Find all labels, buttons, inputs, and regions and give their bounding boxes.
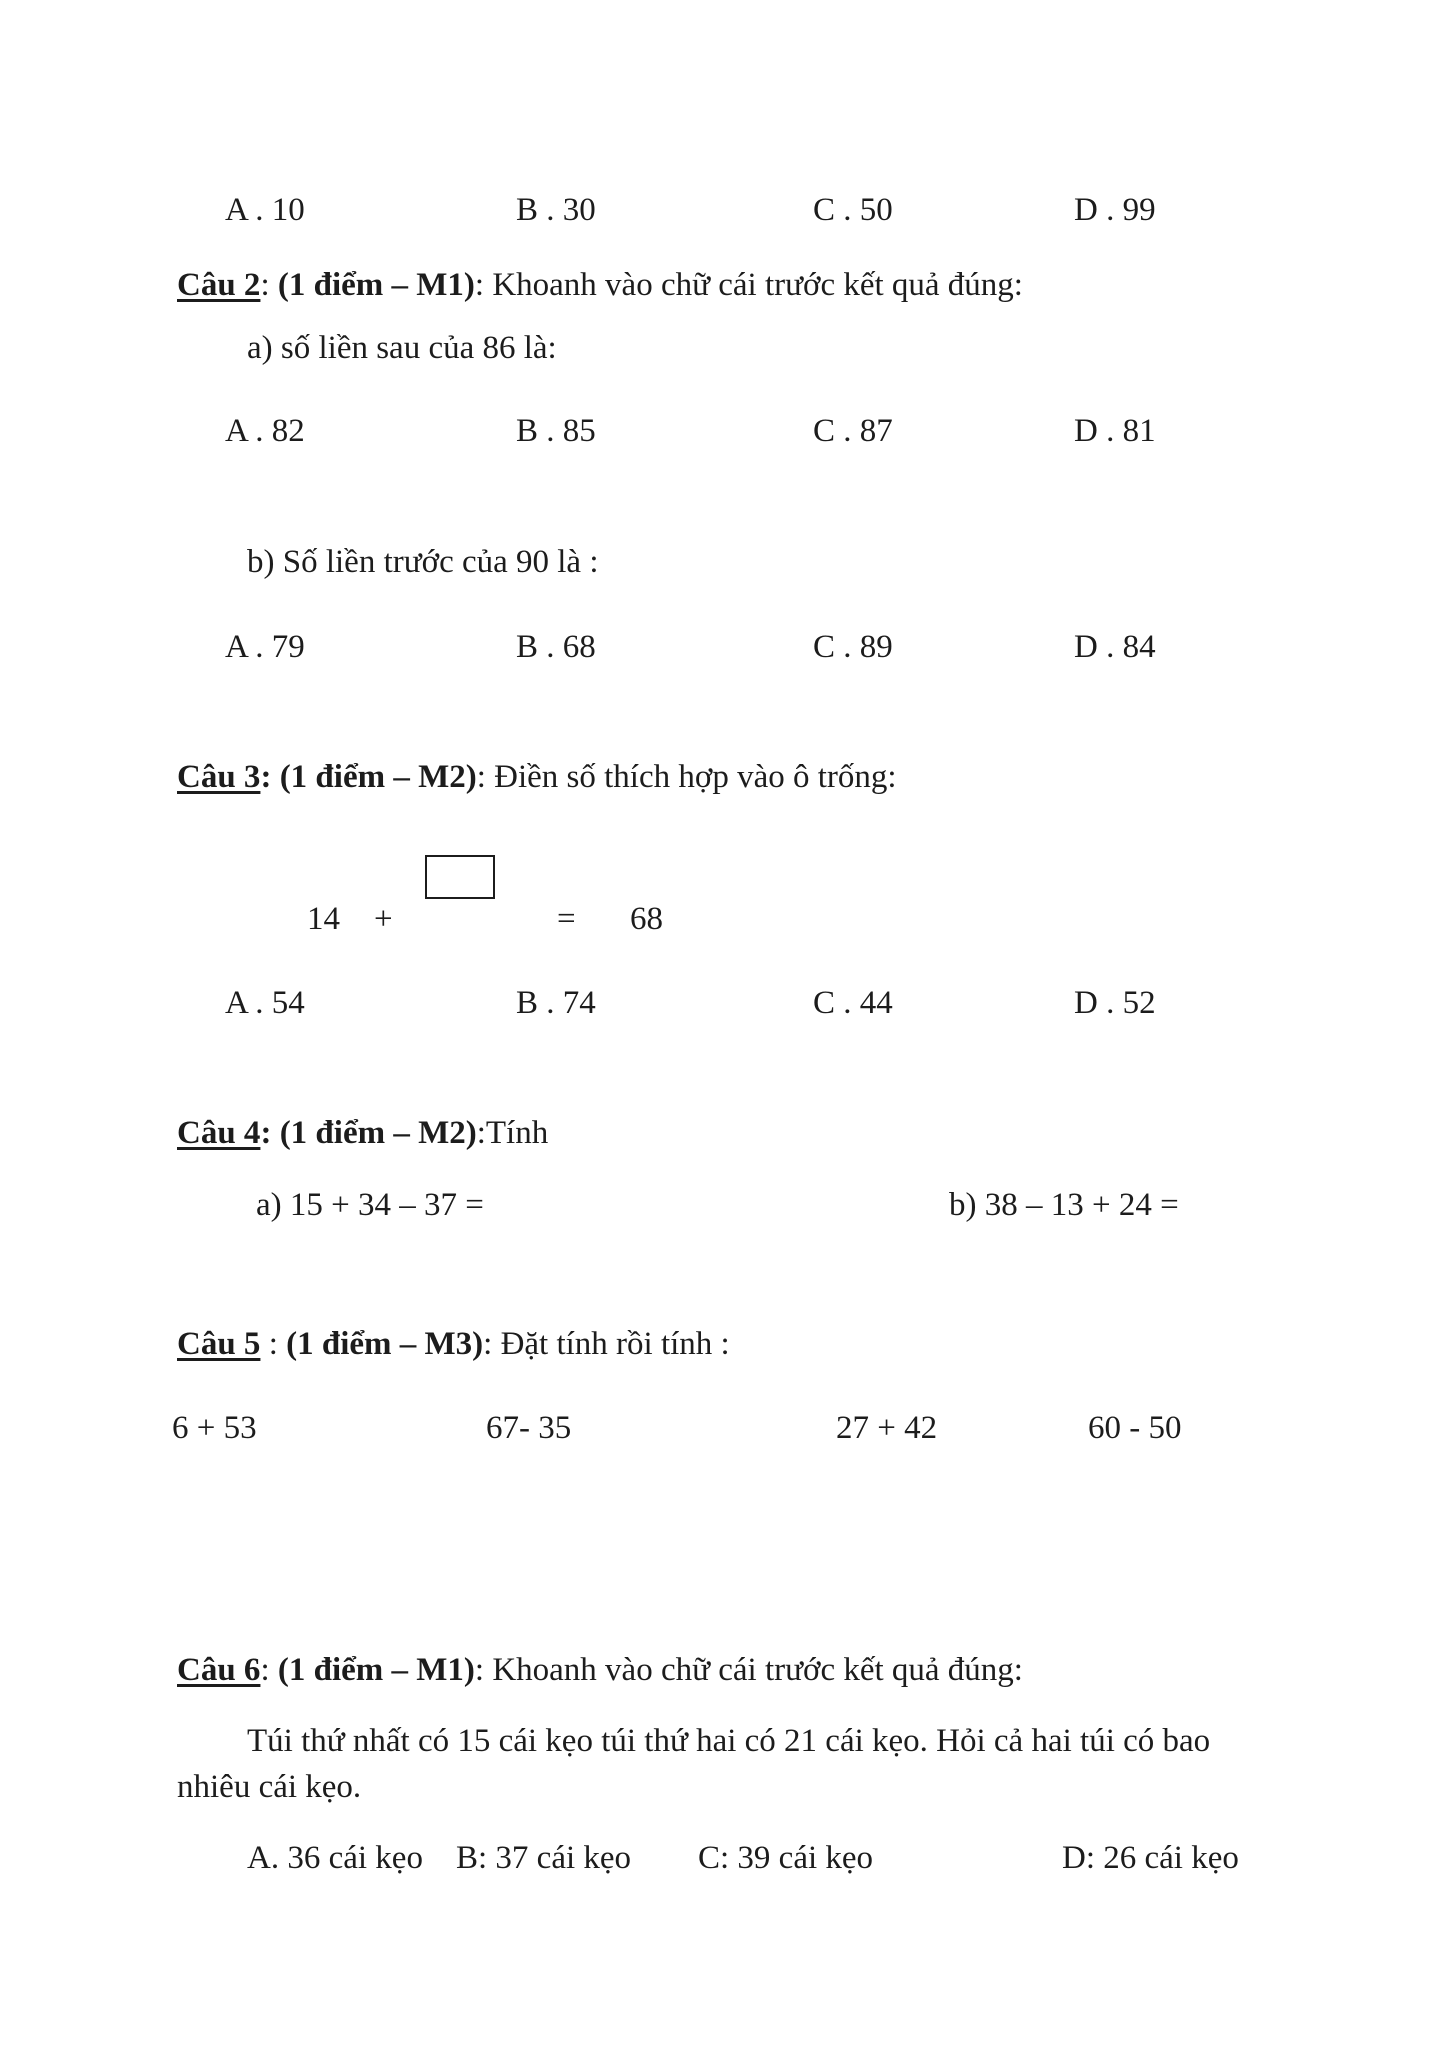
q3-instruction: : Điền số thích hợp vào ô trống:	[476, 759, 897, 795]
q2-instruction: : Khoanh vào chữ cái trước kết quả đúng:	[474, 267, 1023, 303]
q4-instruction: :Tính	[476, 1115, 549, 1151]
q5-instruction: : Đặt tính rồi tính :	[483, 1326, 730, 1362]
q3-option-d[interactable]: D . 52	[1074, 985, 1156, 1021]
q6-option-c[interactable]: C: 39 cái kẹo	[698, 1840, 874, 1876]
q2-heading: Câu 2: (1 điểm – M1): Khoanh vào chữ cái trước kết quả đúng:	[177, 267, 1023, 303]
q4-part-a: a) 15 + 34 – 37 =	[256, 1187, 484, 1223]
q2-label: Câu 2	[177, 267, 261, 303]
q2a-option-a[interactable]: A . 82	[225, 413, 305, 449]
q2b-option-a[interactable]: A . 79	[225, 629, 305, 665]
q2a-option-c[interactable]: C . 87	[813, 413, 893, 449]
q5-item-4: 60 - 50	[1088, 1410, 1182, 1446]
q2a-prompt: a) số liền sau của 86 là:	[247, 330, 557, 366]
q4-heading: Câu 4: (1 điểm – M2):Tính	[177, 1115, 549, 1151]
q5-item-2: 67- 35	[486, 1410, 572, 1446]
q1-option-a[interactable]: A . 10	[225, 192, 305, 228]
q6-option-a[interactable]: A. 36 cái kẹo	[247, 1840, 423, 1876]
q3-equation-right: 68	[630, 901, 663, 937]
q5-heading: Câu 5 : (1 điểm – M3): Đặt tính rồi tính :	[177, 1326, 730, 1362]
q3-option-a[interactable]: A . 54	[225, 985, 305, 1021]
q3-equation-left: 14	[307, 901, 340, 937]
q3-label: Câu 3	[177, 759, 261, 795]
q6-option-d[interactable]: D: 26 cái kẹo	[1062, 1840, 1239, 1876]
q6-instruction: : Khoanh vào chữ cái trước kết quả đúng:	[474, 1652, 1023, 1688]
q5-item-3: 27 + 42	[836, 1410, 938, 1446]
q5-label: Câu 5	[177, 1326, 261, 1362]
q4-points: (1 điểm – M2)	[279, 1115, 477, 1151]
q2a-option-d[interactable]: D . 81	[1074, 413, 1156, 449]
q1-option-c[interactable]: C . 50	[813, 192, 893, 228]
q2b-option-b[interactable]: B . 68	[516, 629, 596, 665]
q6-points: (1 điểm – M1)	[277, 1652, 475, 1688]
q3-option-c[interactable]: C . 44	[813, 985, 893, 1021]
q6-label: Câu 6	[177, 1652, 261, 1688]
q3-heading: Câu 3: (1 điểm – M2): Điền số thích hợp vào ô trống:	[177, 759, 897, 795]
q5-points: (1 điểm – M3)	[286, 1326, 484, 1362]
q3-equation-plus: +	[374, 901, 393, 937]
q1-option-d[interactable]: D . 99	[1074, 192, 1156, 228]
q2b-option-c[interactable]: C . 89	[813, 629, 893, 665]
q5-item-1: 6 + 53	[172, 1410, 257, 1446]
q3-equation-equals: =	[557, 901, 576, 937]
q2-points: (1 điểm – M1)	[277, 267, 475, 303]
q4-label: Câu 4	[177, 1115, 261, 1151]
q6-problem-line-1: Túi thứ nhất có 15 cái kẹo túi thứ hai có 21 cái kẹo. Hỏi cả hai túi có bao	[247, 1723, 1211, 1759]
q2b-prompt: b) Số liền trước của 90 là :	[247, 544, 599, 580]
q1-option-b[interactable]: B . 30	[516, 192, 596, 228]
q2b-option-d[interactable]: D . 84	[1074, 629, 1156, 665]
q6-problem-line-2: nhiêu cái kẹo.	[177, 1769, 362, 1805]
q4-part-b: b) 38 – 13 + 24 =	[949, 1187, 1179, 1223]
q3-blank-box[interactable]	[425, 855, 495, 899]
q6-option-b[interactable]: B: 37 cái kẹo	[456, 1840, 632, 1876]
q2a-option-b[interactable]: B . 85	[516, 413, 596, 449]
q3-option-b[interactable]: B . 74	[516, 985, 596, 1021]
q3-points: (1 điểm – M2)	[279, 759, 477, 795]
q6-heading: Câu 6: (1 điểm – M1): Khoanh vào chữ cái trước kết quả đúng:	[177, 1652, 1023, 1688]
